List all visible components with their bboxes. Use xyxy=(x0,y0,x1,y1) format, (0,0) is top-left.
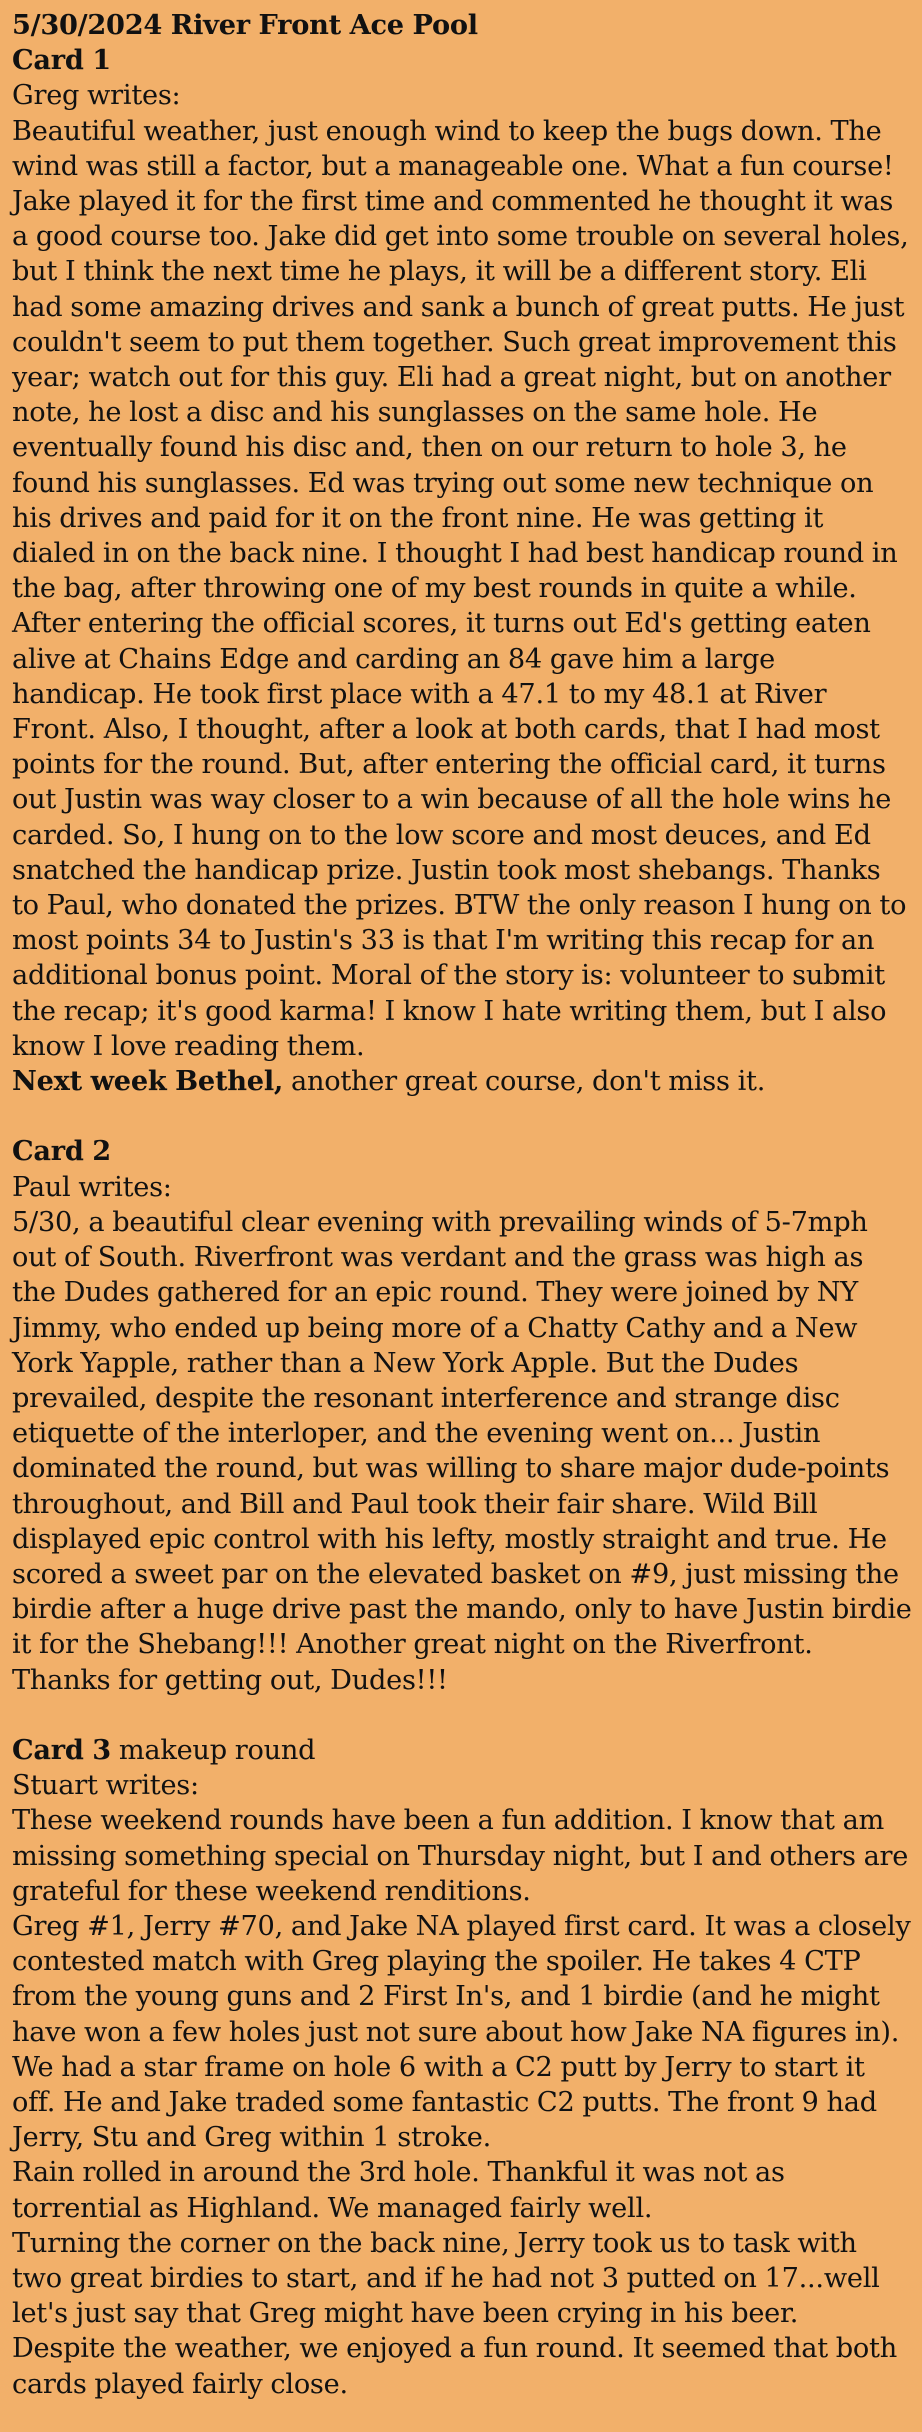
card1-next-week xyxy=(12,1064,912,1099)
card1-heading: Card 1 xyxy=(12,44,111,77)
card3-heading: Card 3 xyxy=(12,1733,111,1766)
section-spacer xyxy=(12,1698,912,1733)
card1-body: Beautiful weather, just enough wind to keep the bugs down. The wind was still a factor, but a manageable one. What a fun course! Jake played it for the first time and commented he thought it was a good course too. Jake did get into some trouble on several holes, but I think the next time he plays, it will be a different story. Eli had some amazing drives and sank a bunch of great putts. He just couldn't seem to put them together. Such great improvement this year; watch out for this guy. Eli had a great night, but on another note, he lost a disc and his sunglasses on the same hole. He eventually found his disc and, then on our return to hole 3, he found his sunglasses. Ed was trying out some new technique on his drives and paid for it on the front nine. He was getting it dialed in on the back nine. I thought I had best handicap round in the bag, after throwing one of my best rounds in quite a while. After entering the official scores, it turns out Ed's getting eaten alive at Chains Edge and carding an 84 gave him a large handicap. He took first place with a 47.1 to my 48.1 at River Front. Also, I thought, after a look at both cards, that I had most points for the round. But, after entering the official card, it turns out Justin was way closer to a win because of all the hole wins he carded. So, I hung on to the low score and most deuces, and Ed snatched the handicap prize. Justin took most shebangs. Thanks to Paul, who donated the prizes. BTW the only reason I hung on to most points 34 to Justin's 33 is that I'm writing this recap for an additional bonus point. Moral of the story is: volunteer to submit the recap; it's good karma! I know I hate writing them, but I also know I love reading them. xyxy=(12,115,909,1062)
card2-author: Paul writes: xyxy=(12,1171,172,1203)
card3-paragraph-4: Turning the corner on the back nine, Jerry took us to task with two great birdies to start, and if he had not 3 putted on 17...well let's just say that Greg might have been crying in his beer. xyxy=(12,2227,880,2330)
section-spacer xyxy=(12,1099,912,1134)
card3-heading-line xyxy=(12,1733,912,1768)
card3-heading-suffix: makeup round xyxy=(110,1734,316,1766)
card3-author: Stuart writes: xyxy=(12,1770,199,1802)
card1-author: Greg writes: xyxy=(12,80,181,112)
card3-paragraph-3: Rain rolled in around the 3rd hole. Thankful it was not as torrential as Highland. We managed fairly well. xyxy=(12,2157,785,2224)
card3-paragraph-1: These weekend rounds have been a fun addition. I know that am missing something special on Thursday night, but I and others are grateful for these weekend renditions. xyxy=(12,1805,909,1907)
document-title: 5/30/2024 River Front Ace Pool xyxy=(12,9,478,41)
card3-paragraph-5: Despite the weather, we enjoyed a fun round. It seemed that both cards played fairly close. xyxy=(12,2333,897,2400)
card2-body: 5/30, a beautiful clear evening with prevailing winds of 5-7mph out of South. Riverfront was verdant and the grass was high as the Dudes gathered for an epic round. They were joined by NY Jimmy, who ended up being more of a Chatty Cathy and a New York Yapple, rather than a New York Apple. But the Dudes prevailed, despite the resonant interference and strange disc etiquette of the interloper, and the evening went on... Justin dominated the round, but was willing to share major dude-points throughout, and Bill and Paul took their fair share. Wild Bill displayed epic control with his lefty, mostly straight and true. He scored a sweet par on the elevated basket on #9, just missing the birdie after a huge drive past the mando, only to have Justin birdie it for the Shebang!!! Another great night on the Riverfront. Thanks for getting out, Dudes!!! xyxy=(12,1206,912,1696)
card1-next-week-bold: Next week Bethel, xyxy=(12,1065,284,1098)
card2-heading: Card 2 xyxy=(12,1135,111,1168)
card3-paragraph-2: Greg #1, Jerry #70, and Jake NA played first card. It was a closely contested match with Greg playing the spoiler. He takes 4 CTP from the young guns and 2 First In's, and 1 birdie (and he might have won a few holes just not sure about how Jake NA figures in). We had a star frame on hole 6 with a C2 putt by Jerry to start it off. He and Jake traded some fantastic C2 putts. The front 9 had Jerry, Stu and Greg within 1 stroke. xyxy=(12,1910,911,2154)
card1-next-week-rest: another great course, don't miss it. xyxy=(283,1066,766,1098)
